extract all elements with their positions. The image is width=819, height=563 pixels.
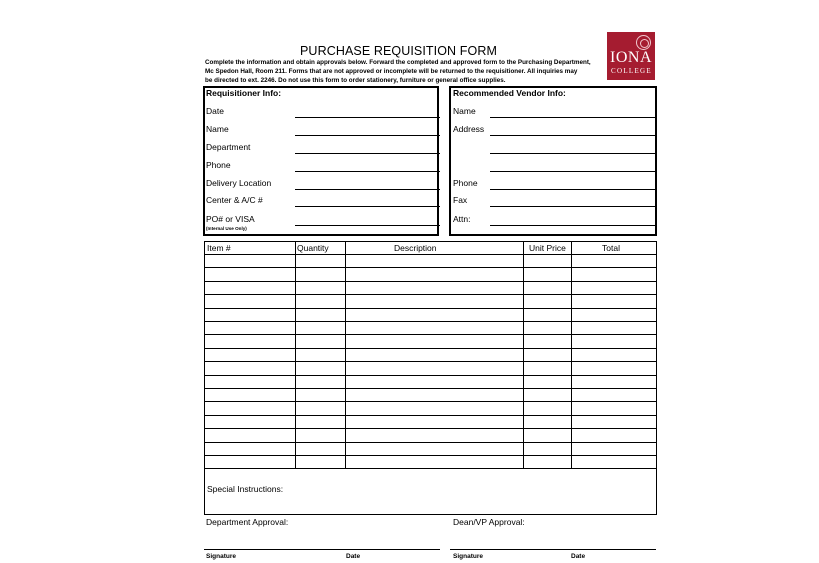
table-cell[interactable] xyxy=(523,442,571,455)
req-name-field[interactable] xyxy=(295,135,440,136)
req-center-field[interactable] xyxy=(295,206,440,207)
req-po-field[interactable] xyxy=(295,225,440,226)
table-cell[interactable] xyxy=(205,267,295,280)
table-cell[interactable] xyxy=(295,361,345,374)
instruction-line: be directed to ext. 2246. Do not use this form to order stationery, furniture or general office supplies. xyxy=(205,76,506,84)
table-cell[interactable] xyxy=(295,267,345,280)
internal-use-note: (Internal Use Only) xyxy=(206,226,247,231)
table-cell[interactable] xyxy=(205,415,295,428)
table-cell[interactable] xyxy=(571,361,656,374)
vendor-fax-label: Fax xyxy=(453,195,468,205)
table-cell[interactable] xyxy=(205,348,295,361)
vendor-attn-label: Attn: xyxy=(453,214,471,224)
vendor-name-field[interactable] xyxy=(490,117,655,118)
req-department-field[interactable] xyxy=(295,153,440,154)
table-cell[interactable] xyxy=(205,375,295,388)
instruction-line: Mc Spedon Hall, Room 211. Forms that are not approved or incomplete will be returned to the requisitioner. All inquiries may xyxy=(205,67,578,75)
table-cell[interactable] xyxy=(345,375,523,388)
table-cell[interactable] xyxy=(205,321,295,334)
dean-signature-caption: Signature xyxy=(453,553,483,560)
dean-date-caption: Date xyxy=(571,553,586,560)
table-cell[interactable] xyxy=(345,348,523,361)
table-cell[interactable] xyxy=(571,267,656,280)
vendor-info-box xyxy=(449,86,657,236)
table-cell[interactable] xyxy=(571,401,656,414)
department-date-caption: Date xyxy=(346,553,361,560)
table-cell[interactable] xyxy=(571,415,656,428)
table-cell[interactable] xyxy=(295,321,345,334)
dean-approval-label: Dean/VP Approval: xyxy=(453,517,525,527)
table-cell[interactable] xyxy=(523,375,571,388)
table-cell[interactable] xyxy=(205,428,295,441)
form-instructions xyxy=(205,59,605,85)
table-cell[interactable] xyxy=(523,428,571,441)
table-cell[interactable] xyxy=(345,321,523,334)
table-cell[interactable] xyxy=(295,401,345,414)
vendor-address-field-1[interactable] xyxy=(490,135,655,136)
vendor-fax-field[interactable] xyxy=(490,206,655,207)
table-cell[interactable] xyxy=(571,442,656,455)
table-cell[interactable] xyxy=(205,361,295,374)
col-header-item: Item # xyxy=(207,243,231,253)
table-cell[interactable] xyxy=(345,388,523,401)
table-cell[interactable] xyxy=(571,254,656,267)
table-cell[interactable] xyxy=(571,281,656,294)
table-cell[interactable] xyxy=(295,348,345,361)
table-cell[interactable] xyxy=(523,281,571,294)
table-column-divider xyxy=(571,242,572,468)
table-cell[interactable] xyxy=(205,254,295,267)
table-cell[interactable] xyxy=(523,415,571,428)
table-cell[interactable] xyxy=(523,401,571,414)
table-cell[interactable] xyxy=(345,455,523,468)
table-column-divider xyxy=(345,242,346,468)
table-cell[interactable] xyxy=(523,308,571,321)
table-cell[interactable] xyxy=(523,455,571,468)
req-center-label: Center & A/C # xyxy=(206,195,263,205)
vendor-address-field-3[interactable] xyxy=(490,171,655,172)
table-cell[interactable] xyxy=(345,401,523,414)
table-cell[interactable] xyxy=(571,375,656,388)
table-cell[interactable] xyxy=(345,442,523,455)
table-cell[interactable] xyxy=(345,267,523,280)
table-cell[interactable] xyxy=(345,281,523,294)
table-cell[interactable] xyxy=(571,321,656,334)
table-cell[interactable] xyxy=(571,294,656,307)
vendor-phone-label: Phone xyxy=(453,178,478,188)
table-cell[interactable] xyxy=(345,254,523,267)
table-cell[interactable] xyxy=(295,388,345,401)
req-phone-field[interactable] xyxy=(295,171,440,172)
table-cell[interactable] xyxy=(205,281,295,294)
department-signature-line[interactable] xyxy=(204,549,440,550)
table-cell[interactable] xyxy=(571,455,656,468)
table-cell[interactable] xyxy=(571,308,656,321)
table-cell[interactable] xyxy=(205,334,295,347)
req-name-label: Name xyxy=(206,124,229,134)
table-cell[interactable] xyxy=(345,415,523,428)
table-cell[interactable] xyxy=(295,308,345,321)
college-seal-icon xyxy=(636,35,651,50)
table-cell[interactable] xyxy=(571,428,656,441)
table-cell[interactable] xyxy=(295,254,345,267)
table-cell[interactable] xyxy=(571,334,656,347)
req-phone-label: Phone xyxy=(206,160,231,170)
vendor-phone-field[interactable] xyxy=(490,189,655,190)
iona-college-logo xyxy=(607,32,655,80)
table-cell[interactable] xyxy=(205,308,295,321)
requisitioner-header: Requisitioner Info: xyxy=(206,88,282,98)
items-table xyxy=(204,241,657,515)
table-cell[interactable] xyxy=(205,442,295,455)
table-cell[interactable] xyxy=(345,308,523,321)
table-cell[interactable] xyxy=(295,428,345,441)
col-header-description: Description xyxy=(394,243,437,253)
table-cell[interactable] xyxy=(205,294,295,307)
table-cell[interactable] xyxy=(295,415,345,428)
department-approval-label: Department Approval: xyxy=(206,517,289,527)
table-cell[interactable] xyxy=(205,388,295,401)
special-instructions-label: Special Instructions: xyxy=(207,484,284,494)
col-header-total: Total xyxy=(602,243,620,253)
special-instructions-field[interactable] xyxy=(205,468,656,514)
req-delivery-field[interactable] xyxy=(295,189,440,190)
table-cell[interactable] xyxy=(523,334,571,347)
table-cell[interactable] xyxy=(523,361,571,374)
form-title: PURCHASE REQUISITION FORM xyxy=(300,44,497,58)
table-cell[interactable] xyxy=(523,267,571,280)
table-cell[interactable] xyxy=(345,294,523,307)
table-cell[interactable] xyxy=(205,401,295,414)
vendor-attn-field[interactable] xyxy=(490,225,655,226)
table-column-divider xyxy=(523,242,524,468)
table-cell[interactable] xyxy=(295,455,345,468)
table-cell[interactable] xyxy=(205,455,295,468)
table-cell[interactable] xyxy=(295,334,345,347)
table-cell[interactable] xyxy=(571,388,656,401)
col-header-quantity: Quantity xyxy=(297,243,329,253)
table-cell[interactable] xyxy=(345,428,523,441)
table-cell[interactable] xyxy=(295,442,345,455)
table-cell[interactable] xyxy=(523,388,571,401)
department-signature-caption: Signature xyxy=(206,553,236,560)
table-column-divider xyxy=(295,242,296,468)
req-date-field[interactable] xyxy=(295,117,440,118)
table-cell[interactable] xyxy=(295,375,345,388)
vendor-header: Recommended Vendor Info: xyxy=(453,88,566,98)
req-department-label: Department xyxy=(206,142,251,152)
table-cell[interactable] xyxy=(295,294,345,307)
table-cell[interactable] xyxy=(345,334,523,347)
col-header-unit-price: Unit Price xyxy=(529,243,566,253)
vendor-name-label: Name xyxy=(453,106,476,116)
table-cell[interactable] xyxy=(523,294,571,307)
logo-text-iona: IONA xyxy=(610,49,652,66)
table-cell[interactable] xyxy=(523,348,571,361)
table-cell[interactable] xyxy=(345,361,523,374)
vendor-address-field-2[interactable] xyxy=(490,153,655,154)
table-cell[interactable] xyxy=(295,281,345,294)
req-delivery-label: Delivery Location xyxy=(206,178,272,188)
req-date-label: Date xyxy=(206,106,224,116)
vendor-address-label: Address xyxy=(453,124,485,134)
instruction-line: Complete the information and obtain approvals below. Forward the completed and approved form to the Purchasing Department, xyxy=(205,59,591,66)
dean-signature-line[interactable] xyxy=(450,549,656,550)
table-cell[interactable] xyxy=(571,348,656,361)
table-cell[interactable] xyxy=(523,321,571,334)
req-po-label: PO# or VISA xyxy=(206,214,255,224)
table-cell[interactable] xyxy=(523,254,571,267)
logo-text-college: COLLEGE xyxy=(611,67,652,75)
